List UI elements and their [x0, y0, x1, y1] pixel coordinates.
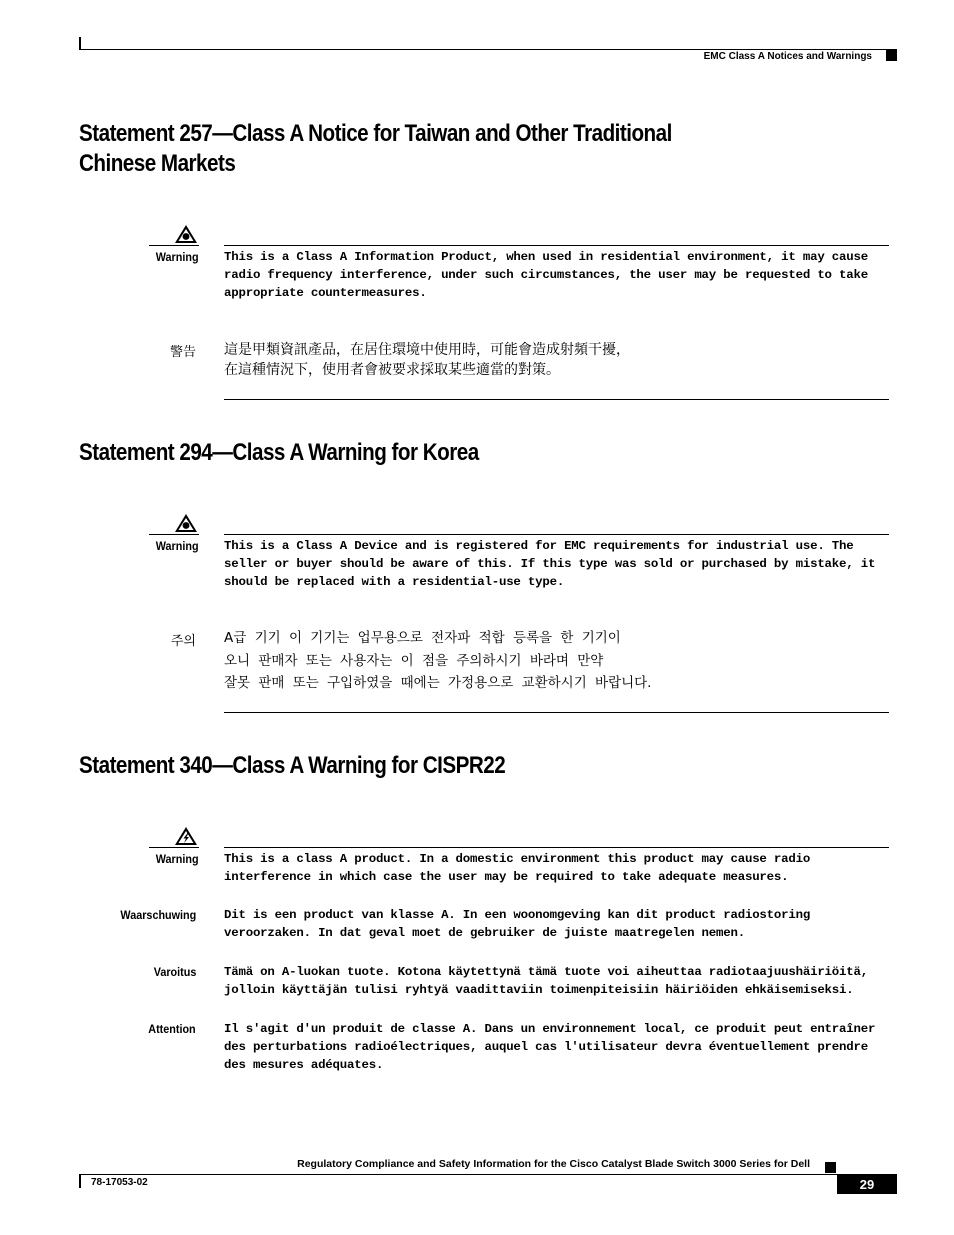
- warning-text: This is a Class A Device and is registered for EMC requirements for industrial use. The seller or buyer should be aware of this. If this type was sold or purchased by mistake, it should be replaced with a residential-use type.: [224, 539, 876, 589]
- footer-book-title: Regulatory Compliance and Safety Information for the Cisco Catalyst Blade Switch 3000 Series for Dell: [297, 1158, 810, 1170]
- header-marker: [886, 50, 897, 61]
- section-title-340: Statement 340—Class A Warning for CISPR22: [79, 752, 506, 779]
- translation-label-finnish: Varoitus: [153, 965, 196, 979]
- local-warning-text: 這是甲類資訊產品，在居住環境中使用時，可能會造成射頻干擾， 在這種情況下，使用者會被要求採取某些適當的對策。: [224, 342, 630, 378]
- running-header: EMC Class A Notices and Warnings: [703, 51, 872, 62]
- translation-text-french: Il s'agit d'un produit de classe A. Dans un environnement local, ce produit peut entraîner des perturbations radioélectriques, auquel cas l'utilisateur devra éventuellement prendre des mesures adéquates.: [224, 1022, 876, 1072]
- section-end-rule: [224, 712, 889, 713]
- translation-label-dutch: Waarschuwing: [120, 908, 196, 922]
- section-end-rule: [224, 399, 889, 400]
- footer-tick: [79, 1174, 81, 1188]
- header-rule: [79, 49, 897, 50]
- warning-rule-right: [224, 245, 889, 246]
- translation-label-french: Attention: [148, 1022, 196, 1036]
- page-number: 29: [837, 1175, 897, 1194]
- warning-rule-left: [149, 534, 199, 535]
- translation-text-dutch: Dit is een product van klasse A. In een woonomgeving kan dit product radiostoring veroorzaken. In dat geval moet de gebruiker de juiste maatregelen nemen.: [224, 908, 811, 940]
- footer-rule: [79, 1174, 897, 1175]
- local-warning-label: 警告: [169, 345, 196, 360]
- caution-triangle-icon: [174, 224, 198, 244]
- section-title-294: Statement 294—Class A Warning for Korea: [79, 439, 479, 466]
- warning-rule-left: [149, 847, 199, 848]
- warning-rule-right: [224, 847, 889, 848]
- footer-doc-number: 78-17053-02: [91, 1177, 148, 1188]
- local-warning-label: 주의: [170, 634, 196, 649]
- section-title-257: Statement 257—Class A Notice for Taiwan and Other Traditional Chinese Markets: [79, 120, 672, 177]
- warning-label: Warning: [156, 852, 199, 866]
- warning-rule-left: [149, 245, 199, 246]
- warning-label: Warning: [156, 539, 199, 553]
- caution-triangle-icon: [174, 513, 198, 533]
- warning-label: Warning: [156, 250, 199, 264]
- electrical-hazard-icon: [174, 826, 198, 846]
- translation-text-finnish: Tämä on A-luokan tuote. Kotona käytettynä tämä tuote voi aiheuttaa radiotaajuushäiriöitä, jolloin käyttäjän tulisi ryhtyä vaadittaviin toimenpiteisiin häiriöiden ehkäisemiseksi.: [224, 965, 868, 997]
- warning-rule-right: [224, 534, 889, 535]
- warning-text: This is a class A product. In a domestic environment this product may cause radio interference in which case the user may be required to take adequate measures.: [224, 852, 811, 884]
- warning-text: This is a Class A Information Product, when used in residential environment, it may cause radio frequency interference, under such circumstances, the user may be requested to take appropriate countermeasures.: [224, 250, 868, 300]
- local-warning-text: A급 기기 이 기기는 업무용으로 전자파 적합 등록을 한 기기이 오니 판매자 또는 사용자는 이 점을 주의하시기 바라며 만약 잘못 판매 또는 구입하였을 때에는 가정용으로 교환하시기 바랍니다.: [224, 630, 652, 691]
- footer-marker: [825, 1162, 836, 1173]
